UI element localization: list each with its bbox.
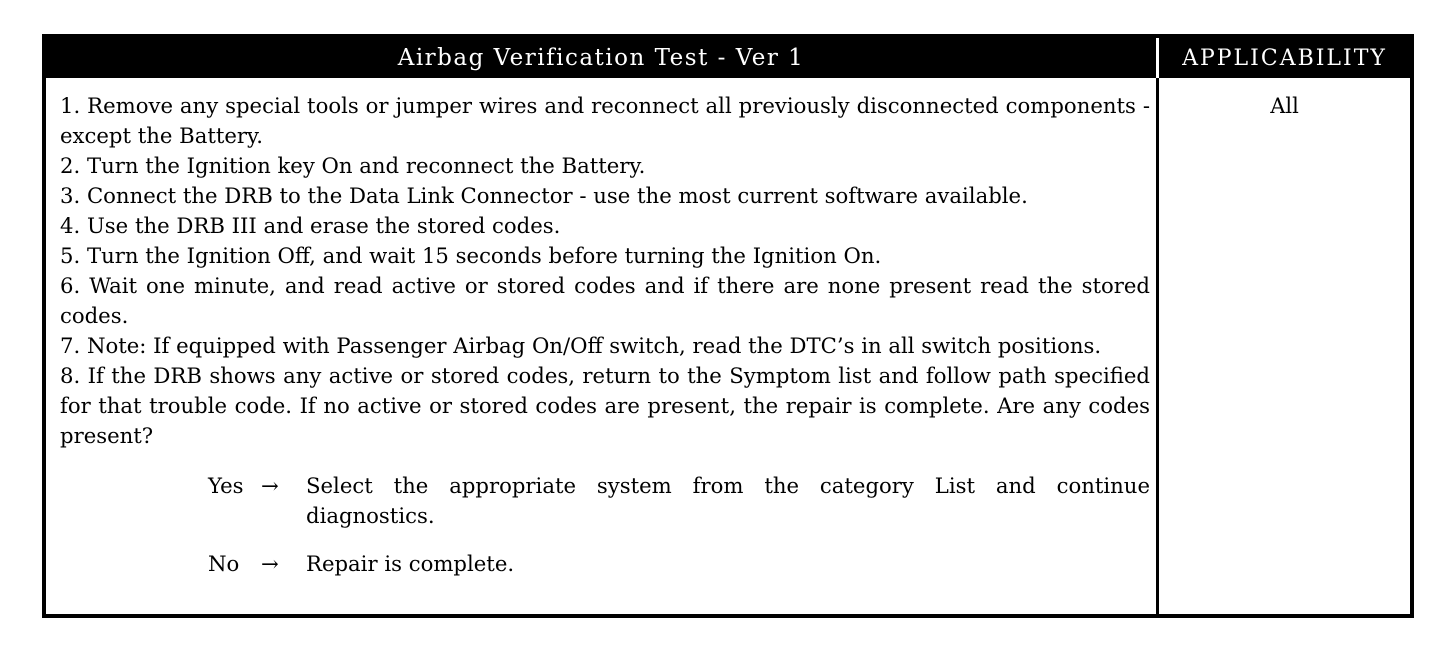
step-item: 3. Connect the DRB to the Data Link Connector - use the most current software available. bbox=[60, 183, 1028, 208]
applicability-header: APPLICABILITY bbox=[1156, 38, 1410, 78]
answer-text: Repair is complete. bbox=[306, 551, 515, 576]
arrow-icon: → bbox=[261, 551, 279, 576]
procedure-table bbox=[42, 34, 1414, 618]
step-item: 5. Turn the Ignition Off, and wait 15 seconds before turning the Ignition On. bbox=[60, 243, 882, 268]
step-item: 2. Turn the Ignition key On and reconnect the Battery. bbox=[60, 153, 646, 178]
step-item: 1. Remove any special tools or jumper wires and reconnect all previously disconnected components - except the Battery. bbox=[60, 93, 1150, 148]
answer-yes bbox=[60, 471, 1150, 531]
step-item: 4. Use the DRB III and erase the stored codes. bbox=[60, 213, 561, 238]
applicability-value: All bbox=[1270, 94, 1299, 118]
procedure-title: Airbag Verification Test - Ver 1 bbox=[46, 38, 1156, 78]
answer-text: Select the appropriate system from the category List and continue diagnostics. bbox=[306, 473, 1150, 528]
step-item: 6. Wait one minute, and read active or stored codes and if there are none present read the stored codes. bbox=[60, 273, 1150, 328]
arrow-icon: → bbox=[261, 473, 279, 498]
answer-list bbox=[60, 471, 1150, 579]
procedure-body bbox=[46, 78, 1156, 614]
step-item: 7. Note: If equipped with Passenger Airbag On/Off switch, read the DTC’s in all switch positions. bbox=[60, 333, 1102, 358]
answer-label: Yes bbox=[208, 473, 244, 498]
answer-no bbox=[60, 549, 1150, 579]
applicability-cell bbox=[1156, 78, 1410, 614]
answer-label: No bbox=[208, 551, 240, 576]
step-item: 8. If the DRB shows any active or stored codes, return to the Symptom list and follow path specified for that trouble code. If no active or stored codes are present, the repair is complete. Are any codes present? bbox=[60, 363, 1150, 448]
